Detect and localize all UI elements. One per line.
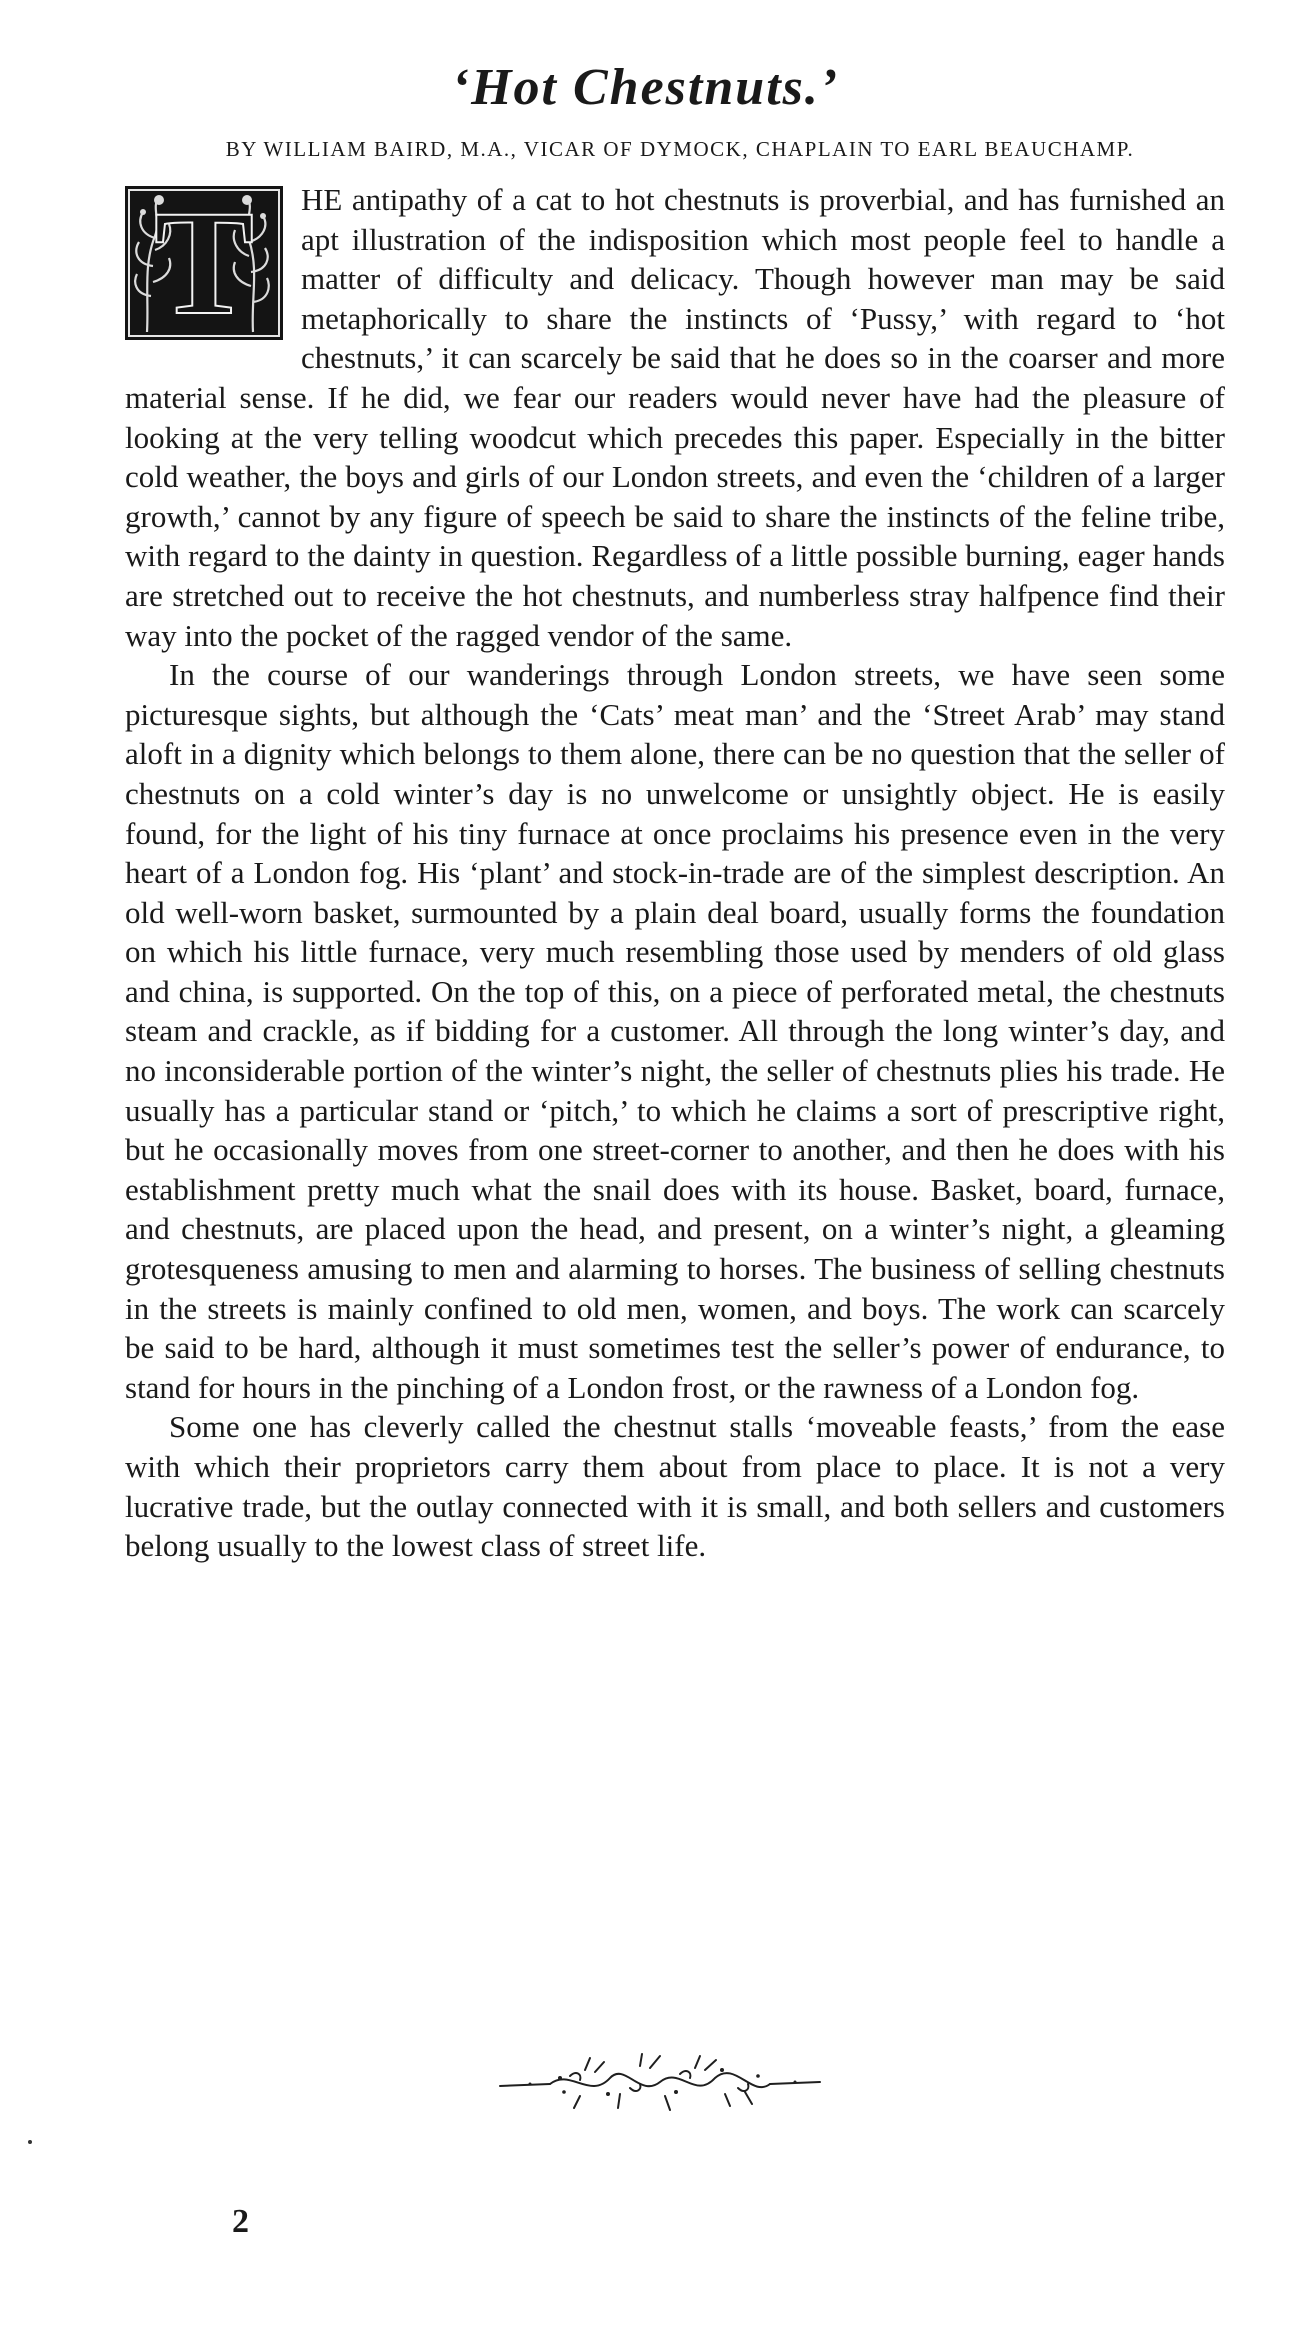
dropcap-letter: T (153, 186, 255, 340)
ornamental-initial-icon (125, 186, 283, 340)
article-body (125, 180, 1225, 1566)
paragraph-1-text: HE antipathy of a cat to hot chestnuts is proverbial, and has furnished an apt illustration of the indisposition which most people feel to handle a matter of difficulty and delicacy. Though however man may be said metaphorically to share the instincts of ‘Pussy,’ with regard to ‘hot chestnuts,’ it can scarcely be said that he does so in the coarser and more material sense. If he did, we fear our readers would never have had the pleasure of looking at the very telling woodcut which precedes this paper. Especially in the bitter cold weather, the boys and girls of our London streets, and even the ‘children of a larger growth,’ cannot by any figure of speech be said to share the instincts of the feline tribe, with regard to the dainty in question. Regardless of a little possible burning, eager hands are stretched out to receive the hot chestnuts, and numberless stray halfpence find their way into the pocket of the ragged vendor of the same. (125, 182, 1225, 653)
paragraph-3: Some one has cleverly called the chestnut stalls ‘moveable feasts,’ from the ease with which their proprietors carry them about from place to place. It is not a very lucrative trade, but the outlay connected with it is small, and both sellers and customers belong usually to the lowest class of street life. (125, 1409, 1225, 1564)
page-number: 2 (232, 2203, 249, 2240)
stray-ink-mark (28, 2140, 32, 2144)
article-title: ‘Hot Chestnuts.’ (451, 59, 840, 116)
floral-tailpiece-icon (490, 2048, 830, 2118)
paragraph-1 (125, 180, 1225, 655)
paragraph-2: In the course of our wanderings through London streets, we have seen some picturesque sights, but although the ‘Cats’ meat man’ and the ‘Street Arab’ may stand aloft in a dignity which belongs to them alone, there can be no question that the seller of chestnuts on a cold winter’s day is no unwelcome or unsightly object. He is easily found, for the light of his tiny furnace at once proclaims his presence even in the very heart of a London fog. His ‘plant’ and stock-in-trade are of the simplest description. An old well-worn basket, surmounted by a plain deal board, usually forms the foundation on which his little furnace, very much resembling those used by menders of old glass and china, is supported. On the top of this, on a piece of perforated metal, the chestnuts steam and crackle, as if bidding for a customer. All through the long winter’s day, and no inconsiderable portion of the winter’s night, the seller of chestnuts plies his trade. He usually has a particular stand or ‘pitch,’ to which he claims a sort of prescriptive right, but he occasionally moves from one street-corner to another, and then he does with his establishment pretty much what the snail does with its house. Basket, board, furnace, and chestnuts, are placed upon the head, and present, on a winter’s night, a gleaming grotesqueness amusing to men and alarming to horses. The business of selling chestnuts in the streets is mainly confined to old men, women, and boys. The work can scarcely be said to be hard, although it must sometimes test the seller’s power of endurance, to stand for hours in the pinching of a London frost, or the rawness of a London fog. (125, 657, 1225, 1405)
author-byline: BY WILLIAM BAIRD, M.A., VICAR OF DYMOCK, CHAPLAIN TO EARL BEAUCHAMP. (225, 137, 1135, 161)
